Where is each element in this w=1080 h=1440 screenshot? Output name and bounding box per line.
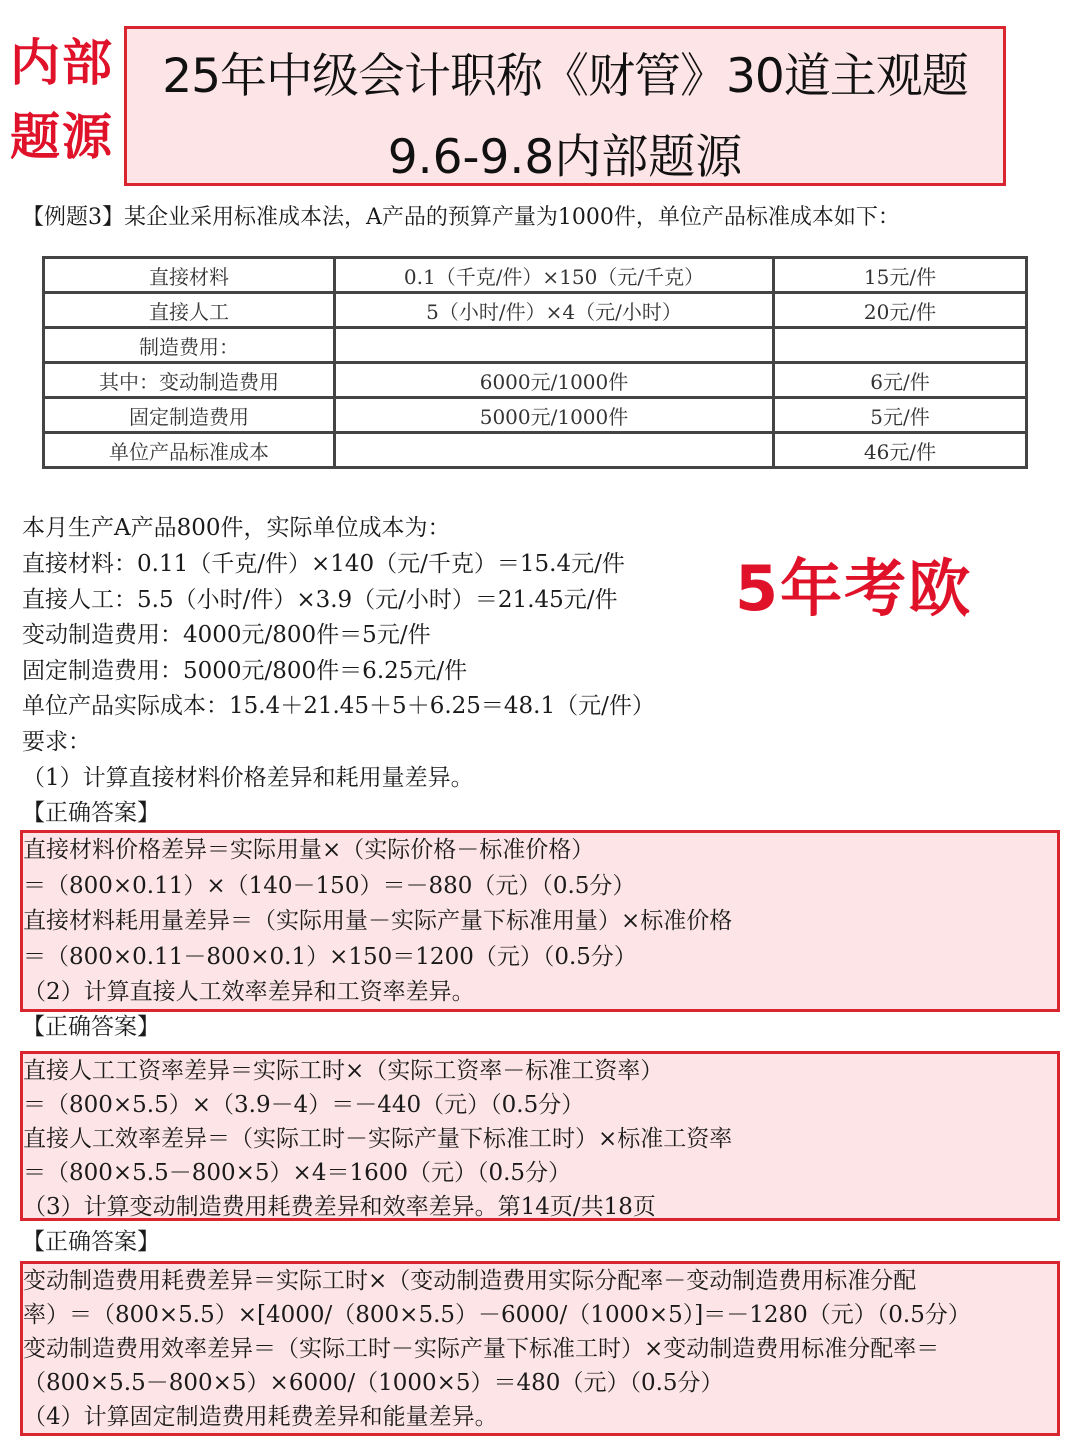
answer-line: ＝（800×5.5）×（3.9－4）＝－440（元）（0.5分） (23, 1092, 585, 1118)
handwritten-side-line1: 内部 (10, 34, 114, 92)
table-cell: 6000元/1000件 (335, 363, 774, 398)
handwritten-note: 5年考欧 (735, 552, 973, 625)
question-4: （4）计算固定制造费用耗费差异和能量差异。 (23, 1404, 498, 1430)
question-3: （3）计算变动制造费用耗费差异和效率差异。第14页/共18页 (23, 1194, 656, 1220)
standard-cost-table (42, 256, 1028, 469)
answer-box-1 (20, 830, 1060, 1012)
answer-line: 直接材料价格差异＝实际用量×（实际价格－标准价格） (23, 837, 595, 863)
table-cell: 固定制造费用 (44, 398, 335, 433)
answer-line: ＝（800×5.5－800×5）×4＝1600（元）（0.5分） (23, 1160, 572, 1186)
answer-label: 【正确答案】 (22, 800, 160, 826)
title-box (124, 26, 1006, 186)
table-cell: 5（小时/件）×4（元/小时） (335, 293, 774, 328)
handwritten-side-line2: 题源 (10, 108, 114, 166)
handwritten-side-note (10, 34, 120, 186)
table-row (44, 433, 1027, 468)
table-cell: 5元/件 (774, 398, 1027, 433)
answer-line: 直接材料耗用量差异＝（实际用量－实际产量下标准用量）×标准价格 (23, 908, 733, 934)
table-cell (335, 328, 774, 363)
answer-line: 直接人工效率差异＝（实际工时－实际产量下标准工时）×标准工资率 (23, 1126, 733, 1152)
actual-line: 本月生产A产品800件，实际单位成本为： (22, 515, 451, 541)
answer-line: ＝（800×0.11）×（140－150）＝－880（元）（0.5分） (23, 872, 636, 899)
table-cell (335, 433, 774, 468)
answer-line: 变动制造费用耗费差异＝实际工时×（变动制造费用实际分配率－变动制造费用标准分配 (23, 1268, 917, 1294)
table-cell: 直接人工 (44, 293, 335, 328)
answer-label: 【正确答案】 (22, 1014, 160, 1040)
answer-line: 变动制造费用效率差异＝（实际工时－实际产量下标准工时）×变动制造费用标准分配率＝ (23, 1336, 940, 1362)
answer-line: （800×5.5－800×5）×6000/（1000×5）＝480（元）（0.5分） (23, 1370, 724, 1396)
table-row (44, 328, 1027, 363)
table-cell: 5000元/1000件 (335, 398, 774, 433)
answer-line: ＝（800×0.11－800×0.1）×150＝1200（元）（0.5分） (23, 943, 637, 970)
question-1: （1）计算直接材料价格差异和耗用量差异。 (22, 765, 474, 791)
actual-line: 固定制造费用：5000元/800件＝6.25元/件 (22, 658, 468, 684)
table-cell: 15元/件 (774, 258, 1027, 293)
table-row (44, 293, 1027, 328)
title-line1: 25年中级会计职称《财管》30道主观题 (162, 49, 968, 104)
table-row (44, 363, 1027, 398)
table-cell: 单位产品标准成本 (44, 433, 335, 468)
table-row (44, 398, 1027, 433)
answer-line: 直接人工工资率差异＝实际工时×（实际工资率－标准工资率） (23, 1058, 664, 1084)
actual-line: 直接材料：0.11（千克/件）×140（元/千克）＝15.4元/件 (22, 551, 625, 577)
table-cell: 20元/件 (774, 293, 1027, 328)
answer-box-3 (20, 1261, 1060, 1436)
table-cell: 46元/件 (774, 433, 1027, 468)
table-cell: 直接材料 (44, 258, 335, 293)
table-cell: 6元/件 (774, 363, 1027, 398)
table-cell: 0.1（千克/件）×150（元/千克） (335, 258, 774, 293)
answer-line: 率）＝（800×5.5）×[4000/（800×5.5）－6000/（1000×5）]＝－1280（元）（0.5分） (23, 1302, 971, 1328)
title-line2: 9.6-9.8内部题源 (387, 130, 743, 185)
actual-line: 直接人工：5.5（小时/件）×3.9（元/小时）＝21.45元/件 (22, 587, 618, 613)
table-row (44, 258, 1027, 293)
question-2: （2）计算直接人工效率差异和工资率差异。 (23, 979, 475, 1005)
table-cell (774, 328, 1027, 363)
answer-label: 【正确答案】 (22, 1229, 160, 1255)
actual-line: 要求： (22, 729, 91, 755)
table-cell: 其中：变动制造费用 (44, 363, 335, 398)
actual-line: 变动制造费用：4000元/800件＝5元/件 (22, 622, 431, 648)
actual-line: 单位产品实际成本：15.4＋21.45＋5＋6.25＝48.1（元/件） (22, 693, 655, 719)
question-intro: 【例题3】某企业采用标准成本法，A产品的预算产量为1000件，单位产品标准成本如下： (22, 205, 900, 230)
answer-box-2 (20, 1051, 1060, 1221)
table-cell: 制造费用： (44, 328, 335, 363)
